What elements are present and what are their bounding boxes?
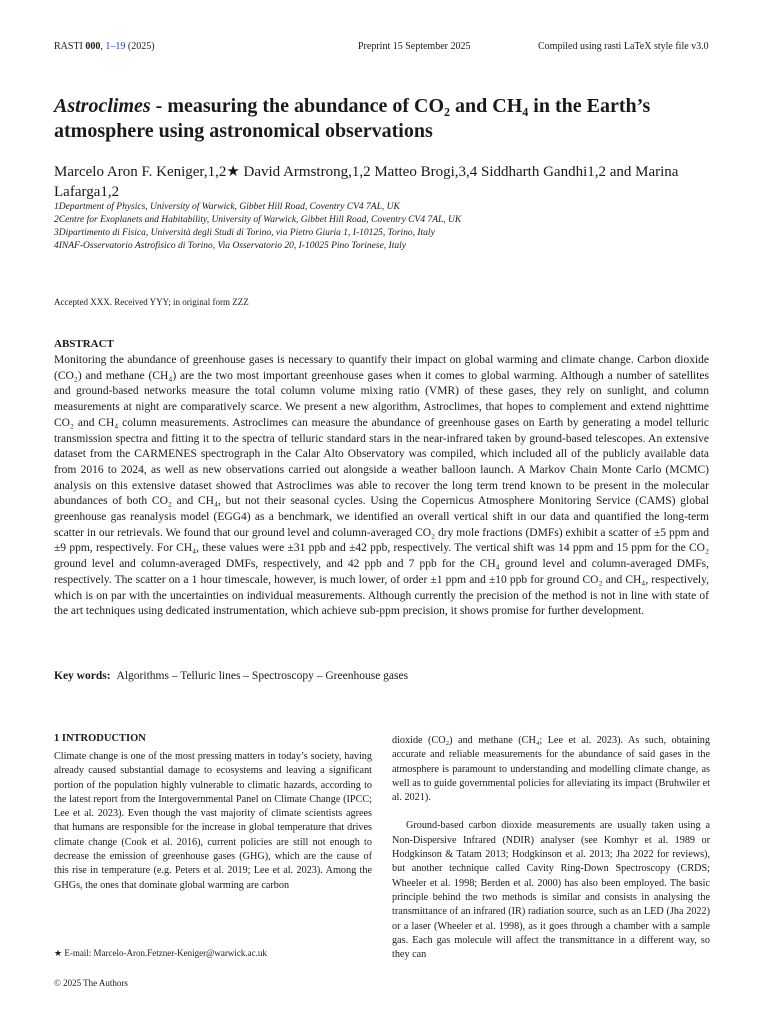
abstract-heading: ABSTRACT bbox=[54, 338, 114, 350]
body-column-left bbox=[54, 750, 372, 893]
intro-paragraph: dioxide (CO₂) and methane (CH₄; Lee et al. 2023). As such, obtaining accurate and reliable measurements for the abundance of said gases in the atmosphere is paramount to understanding and modelling climate change, as well as to guide governmental policies for alleviating its impact (Bruhwiler et al. 2021). bbox=[392, 735, 710, 804]
keywords-list: Algorithms – Telluric lines – Spectroscopy – Greenhouse gases bbox=[116, 670, 409, 682]
affiliation: 2Centre for Exoplanets and Habitability, University of Warwick, Gibbet Hill Road, Coventry CV4 7AL, UK bbox=[54, 215, 462, 225]
keywords bbox=[54, 670, 408, 682]
running-header-compiled: Compiled using rasti LaTeX style file v3.0 bbox=[538, 41, 709, 52]
abstract-text: Monitoring the abundance of greenhouse gases is necessary to quantify their impact on global warming and climate change. Carbon dioxide (CO₂) and methane (CH₄) are the two most important greenhouse gases when it comes to global warming. Although a number of satellites and ground-based networks measure the total column volume mixing ratio (VMR) of these gases, they rely on sunlight, and column measurements at night are comparatively scarce. We present a new algorithm, Astroclimes, that hopes to complement and extend nighttime CO₂ and CH₄ column measurements. Astroclimes can measure the abundance of greenhouse gases on Earth by generating a model telluric transmission spectra and fitting it to the spectra of telluric standard stars in the near-infrared taken by ground-based telescopes. An extensive dataset from the CARMENES spectrograph in the Calar Alto Observatory was compiled, which included all of the publicly available data from 2016 to 2024, as well as new observations carried out alongside a weather balloon launch. A Markov Chain Monte Carlo (MCMC) analysis on this extensive dataset showed that Astroclimes was able to recover the long term trend known to be present in the molecular abundances of both CO₂ and CH₄, but not their seasonal cycles. Using the Copernicus Atmosphere Monitoring Service (CAMS) global greenhouse gas reanalysis model (EGG4) as a benchmark, we identified an overall vertical shift in our data and quantified the long-term scatter in our retrievals. We found that our ground level and column-averaged CO₂ dry mole fractions (DMFs) exhibit a scatter of ±5 ppm and ±9 ppm, respectively. For CH₄, these values were ±31 ppb and ±42 ppb, respectively. The vertical shift was 14 ppm and 15 ppm for the CO₂ ground level and column-averaged DMFs, respectively, and 42 ppb and 7 ppb for the CH₄ ground level and column-averaged DMFs, respectively. The scatter on a 1 hour timescale, however, is much lower, of order ±1 ppm and ±10 ppb for ground CO₂ and CH₄, respectively, which is on par with the uncertainties on individual measurements. Although currently the precision of the method is not in line with state of the art techniques using dedicated instrumentation, which achieve sub-ppm precision, it shows promise for further development. bbox=[54, 354, 709, 618]
affiliations bbox=[54, 201, 714, 253]
running-header-preprint: Preprint 15 September 2025 bbox=[358, 41, 471, 52]
running-header-journal: RASTI 000, 1–19 (2025) bbox=[54, 41, 155, 52]
submission-dates: Accepted XXX. Received YYY; in original form ZZZ bbox=[54, 297, 249, 307]
paper-title: Astroclimes - measuring the abundance of CO₂ and CH₄ in the Earth’s atmosphere using astronomical observations bbox=[54, 95, 651, 142]
corresponding-author-footnote: ★ E-mail: Marcelo-Aron.Fetzner-Keniger@warwick.ac.uk bbox=[54, 948, 267, 958]
intro-paragraph: Climate change is one of the most pressing matters in today’s society, having already caused substantial damage to ecosystems and leaving a significant portion of the population highly vulnerable to climatic hazards, according to the latest report from the Intergovernmental Panel on Climate Change (IPCC; Lee et al. 2023). Even though the vast majority of climate scientists agrees that humans are responsible for the increase in global temperature that drives climate change (Cook et al. 2016), current policies are still not enough to decrease the emission of greenhouse gases (GHG), which are the cause of this rise in temperature (e.g. Peters et al. 2019; Lee et al. 2023). Among the GHGs, the ones that dominate global warming are carbon bbox=[54, 751, 372, 891]
copyright-notice: © 2025 The Authors bbox=[54, 978, 128, 988]
body-column-right bbox=[392, 734, 710, 962]
affiliation: 3Dipartimento di Fisica, Università degli Studi di Torino, via Pietro Giuria 1, I-10125, Torino, Italy bbox=[54, 228, 435, 238]
intro-paragraph: Ground-based carbon dioxide measurements are usually taken using a Non-Dispersive Infrared (NDIR) analyser (see Komhyr et al. 1989 or Hodgkinson & Tatam 2013; Hodgkinson et al. 2013; Jha 2022 for reviews), but another technique called Cavity Ring-Down Spectroscopy (CRDS; Wheeler et al. 1998; Berden et al. 2000) has also been employed. The basic principle behind the two methods is similar and consists in analysing the transmittance of an infrared (IR) radiation source, such as an LED (Jha 2022) or a laser (Wheeler et al. 1998), as it goes through a chamber with a sample gas. Each gas molecule will affect the transmittance in a different way, so they can bbox=[392, 820, 710, 961]
affiliation: 4INAF-Osservatorio Astrofisico di Torino, Via Osservatorio 20, I-10025 Pino Torinese, Italy bbox=[54, 241, 406, 251]
section-heading-introduction: 1 INTRODUCTION bbox=[54, 733, 146, 744]
keywords-label: Key words: bbox=[54, 670, 111, 682]
affiliation: 1Department of Physics, University of Warwick, Gibbet Hill Road, Coventry CV4 7AL, UK bbox=[54, 202, 400, 212]
author-list: Marcelo Aron F. Keniger,1,2★ David Armstrong,1,2 Matteo Brogi,3,4 Siddharth Gandhi1,2 and Marina Lafarga1,2 bbox=[54, 164, 679, 200]
